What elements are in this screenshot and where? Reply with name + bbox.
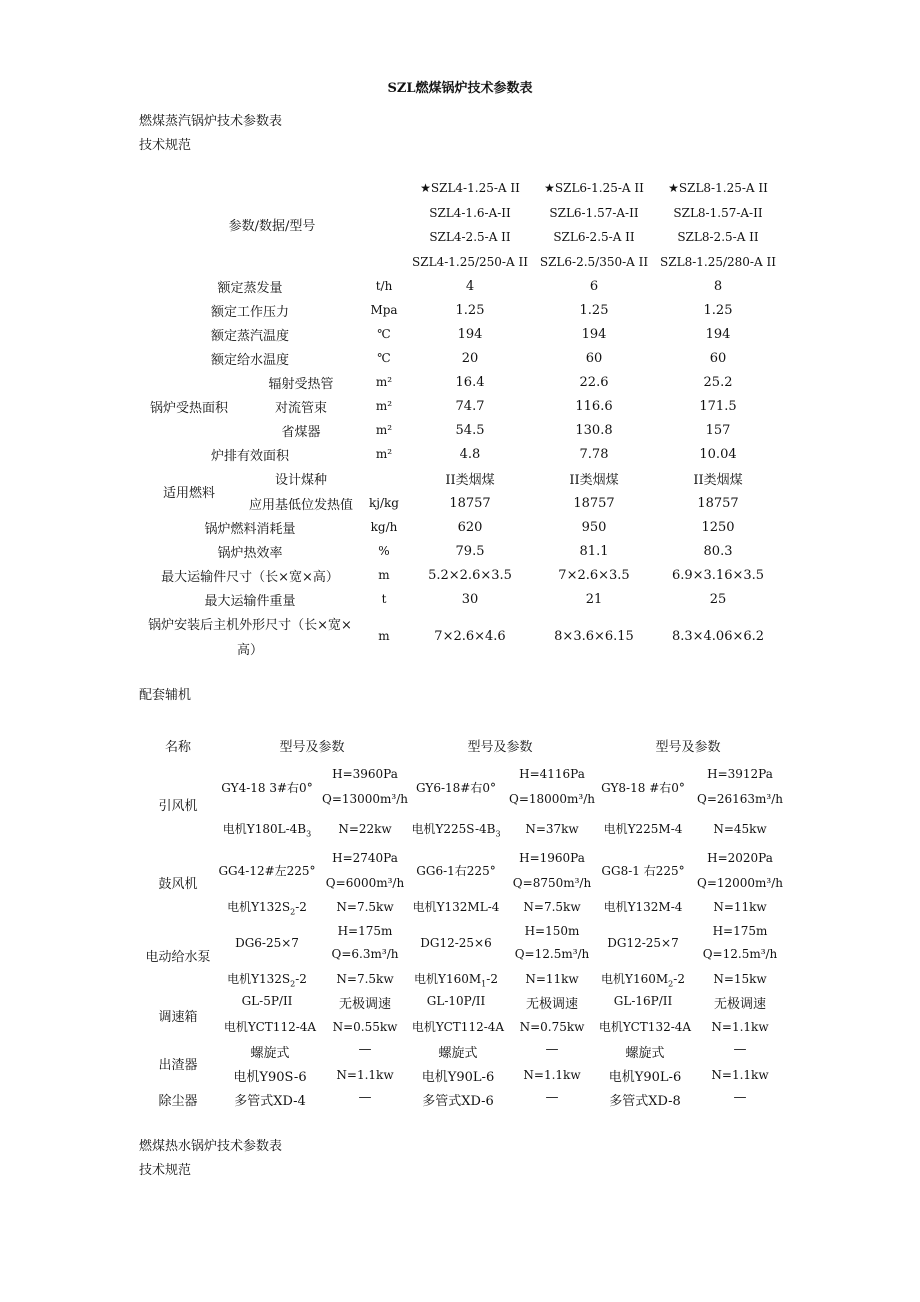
model-1-line-4: SZL4-1.25/250-A II — [412, 255, 528, 269]
param-value: 30 — [461, 592, 479, 607]
aux-param: Q=6000m³/h — [325, 876, 405, 890]
aux-power: N=1.1kw — [523, 1068, 581, 1082]
param-name: 炉排有效面积 — [210, 449, 290, 464]
param-value: 5.2×2.6×3.5 — [428, 568, 512, 583]
param-value: 81.1 — [579, 544, 609, 559]
model-3-line-3: SZL8-2.5-A II — [677, 230, 759, 244]
aux-motor: 电机Y225M-4 — [603, 822, 683, 836]
aux-label-gearbox: 调速箱 — [158, 1010, 198, 1025]
aux-param: H=175m — [712, 924, 768, 938]
aux-param: H=2020Pa — [707, 851, 773, 865]
param-value: 25 — [709, 592, 727, 607]
param-name-cont: 高） — [236, 643, 264, 658]
aux-motor: 电机$Y132S_2-2$ — [227, 900, 307, 917]
aux-motor: 电机Y132M-4 — [603, 900, 683, 914]
param-unit: kj/kg — [369, 496, 399, 510]
aux-param: Q=12000m³/h — [696, 876, 784, 890]
aux-header-spec: 型号及参数 — [655, 740, 721, 755]
model-2-line-4: SZL6-2.5/350-A II — [539, 255, 649, 269]
aux-param: Q=8750m³/h — [512, 876, 592, 890]
aux-motor: 电机Y90S-6 — [233, 1070, 307, 1085]
aux-header-name: 名称 — [164, 740, 192, 755]
aux-motor: 电机YCT132-4A — [598, 1020, 692, 1034]
aux-motor: 电机$Y160M_2-2$ — [601, 972, 685, 989]
aux-power: N=7.5kw — [336, 972, 394, 986]
aux-power: N=11kw — [713, 900, 767, 914]
param-value: 6 — [589, 279, 599, 294]
aux-param: — — [358, 1090, 372, 1105]
param-unit: ℃ — [377, 351, 391, 365]
model-1-line-2: SZL4-1.6-A-II — [429, 206, 511, 220]
param-value: 130.8 — [575, 423, 613, 438]
param-name: 省煤器 — [281, 425, 321, 440]
param-name: 应用基低位发热值 — [248, 498, 354, 513]
param-header: 参数/数据/型号 — [228, 219, 316, 234]
aux-motor: 电机$Y180L-4B_3$ — [222, 822, 312, 839]
param-name: 锅炉安装后主机外形尺寸（长×宽× — [148, 618, 352, 633]
spec-heading-2: 技术规范 — [139, 1163, 192, 1178]
param-value: 4 — [465, 279, 475, 294]
param-value: 1.25 — [455, 303, 485, 318]
aux-power: N=1.1kw — [336, 1068, 394, 1082]
aux-param: 无极调速 — [525, 997, 579, 1012]
aux-header-spec: 型号及参数 — [279, 740, 345, 755]
aux-model: GY4-18 3#右0° — [221, 781, 313, 795]
aux-power: N=45kw — [713, 822, 767, 836]
param-unit: m² — [375, 447, 393, 461]
param-name: 额定给水温度 — [210, 353, 290, 368]
model-2-line-2: SZL6-1.57-A-II — [549, 206, 639, 220]
aux-param: Q=13000m³/h — [321, 792, 409, 806]
aux-power: N=0.55kw — [332, 1020, 398, 1034]
aux-label-slag: 出渣器 — [158, 1058, 198, 1073]
aux-motor: 电机Y132ML-4 — [412, 900, 500, 914]
aux-power: N=7.5kw — [523, 900, 581, 914]
aux-param: H=3960Pa — [332, 767, 398, 781]
aux-param: H=1960Pa — [519, 851, 585, 865]
param-name: 额定工作压力 — [210, 305, 290, 320]
param-value: 74.7 — [455, 399, 485, 414]
steam-section-title: 燃煤蒸汽锅炉技术参数表 — [139, 114, 283, 129]
aux-param: H=3912Pa — [707, 767, 773, 781]
param-unit: kg/h — [370, 520, 398, 534]
param-name: 额定蒸汽温度 — [210, 329, 290, 344]
param-value: 79.5 — [455, 544, 485, 559]
param-name: 辐射受热管 — [268, 377, 334, 392]
param-value: 194 — [705, 327, 731, 342]
aux-label-fan: 引风机 — [158, 799, 198, 814]
aux-power: N=0.75kw — [519, 1020, 585, 1034]
model-3-line-1: ★SZL8-1.25-A II — [668, 181, 768, 195]
aux-param: Q=18000m³/h — [508, 792, 596, 806]
param-value: 18757 — [573, 496, 615, 511]
aux-power: N=37kw — [525, 822, 579, 836]
param-name: 最大运输件尺寸（长×宽×高） — [161, 570, 339, 585]
aux-power: N=7.5kw — [336, 900, 394, 914]
aux-param: — — [545, 1090, 559, 1105]
param-unit: m² — [375, 375, 393, 389]
model-2-line-1: ★SZL6-1.25-A II — [544, 181, 644, 195]
aux-model: GY6-18#右0° — [416, 781, 496, 795]
aux-model: DG6-25×7 — [235, 936, 299, 950]
aux-model: 多管式XD-4 — [234, 1094, 306, 1109]
param-value: II类烟煤 — [693, 473, 743, 488]
param-value: 60 — [585, 351, 603, 366]
aux-model: GL-5P/II — [241, 994, 293, 1008]
aux-model: GG4-12#左225° — [218, 864, 316, 878]
model-3-line-4: SZL8-1.25/280-A II — [660, 255, 776, 269]
aux-power: N=1.1kw — [711, 1068, 769, 1082]
param-value: II类烟煤 — [569, 473, 619, 488]
aux-model: DG12-25×7 — [607, 936, 679, 950]
param-value: 950 — [581, 520, 607, 535]
param-value: 60 — [709, 351, 727, 366]
aux-param: Q=26163m³/h — [696, 792, 784, 806]
param-value: 1250 — [701, 520, 735, 535]
param-name: 对流管束 — [274, 401, 328, 416]
aux-label-dust: 除尘器 — [158, 1094, 198, 1109]
aux-model: 螺旋式 — [250, 1046, 290, 1061]
param-value: 116.6 — [575, 399, 613, 414]
param-value: 80.3 — [703, 544, 733, 559]
aux-model: 螺旋式 — [625, 1046, 665, 1061]
aux-model: GG6-1右225° — [416, 864, 496, 878]
hotwater-section-title: 燃煤热水锅炉技术参数表 — [139, 1139, 283, 1154]
group-fuel: 适用燃料 — [162, 486, 216, 501]
aux-param: — — [545, 1042, 559, 1057]
aux-param: — — [733, 1042, 747, 1057]
aux-model: GL-10P/II — [426, 994, 486, 1008]
param-value: 620 — [457, 520, 483, 535]
aux-motor: 电机YCT112-4A — [223, 1020, 317, 1034]
aux-param: Q=6.3m³/h — [331, 947, 399, 961]
param-value: 10.04 — [699, 447, 737, 462]
group-heating-area: 锅炉受热面积 — [149, 401, 229, 416]
aux-param: 无极调速 — [713, 997, 767, 1012]
model-1-line-1: ★SZL4-1.25-A II — [420, 181, 520, 195]
param-unit: m² — [375, 423, 393, 437]
aux-param: — — [733, 1090, 747, 1105]
aux-motor: 电机$Y160M_1-2$ — [414, 972, 498, 989]
param-value: 54.5 — [455, 423, 485, 438]
aux-model: 多管式XD-6 — [422, 1094, 494, 1109]
param-value: 21 — [585, 592, 603, 607]
param-value: 194 — [581, 327, 607, 342]
aux-param: H=2740Pa — [332, 851, 398, 865]
model-3-line-2: SZL8-1.57-A-II — [673, 206, 763, 220]
aux-label-pump: 电动给水泵 — [145, 950, 211, 965]
aux-motor: 电机$Y225S-4B_3$ — [411, 822, 501, 839]
param-value: 18757 — [449, 496, 491, 511]
aux-power: N=15kw — [713, 972, 767, 986]
aux-param: — — [358, 1042, 372, 1057]
aux-heading: 配套辅机 — [139, 688, 192, 703]
param-value: 7×2.6×4.6 — [434, 629, 506, 644]
param-unit: m — [378, 629, 390, 643]
param-name: 额定蒸发量 — [217, 281, 283, 296]
param-value: II类烟煤 — [445, 473, 495, 488]
param-value: 25.2 — [703, 375, 733, 390]
aux-label-blower: 鼓风机 — [158, 877, 198, 892]
param-unit: t — [381, 592, 387, 606]
param-unit: Mpa — [370, 303, 398, 317]
param-value: 16.4 — [455, 375, 485, 390]
model-2-line-3: SZL6-2.5-A II — [553, 230, 635, 244]
aux-param: H=175m — [337, 924, 393, 938]
aux-model: GG8-1 右225° — [601, 864, 685, 878]
aux-model: 多管式XD-8 — [609, 1094, 681, 1109]
aux-param: H=150m — [524, 924, 580, 938]
param-value: 6.9×3.16×3.5 — [671, 568, 765, 583]
aux-param: Q=12.5m³/h — [702, 947, 778, 961]
param-value: 8 — [713, 279, 723, 294]
param-value: 7.78 — [579, 447, 609, 462]
aux-param: 无极调速 — [338, 997, 392, 1012]
param-unit: t/h — [375, 279, 393, 293]
aux-model: GL-16P/II — [613, 994, 673, 1008]
aux-header-spec: 型号及参数 — [467, 740, 533, 755]
aux-power: N=1.1kw — [711, 1020, 769, 1034]
param-unit: m² — [375, 399, 393, 413]
param-name: 最大运输件重量 — [204, 594, 296, 609]
aux-param: Q=12.5m³/h — [514, 947, 590, 961]
param-value: 7×2.6×3.5 — [558, 568, 630, 583]
spec-heading: 技术规范 — [139, 138, 192, 153]
model-1-line-3: SZL4-2.5-A II — [429, 230, 511, 244]
aux-motor: 电机Y90L-6 — [608, 1070, 682, 1085]
param-name: 锅炉热效率 — [217, 546, 283, 561]
param-value: 8.3×4.06×6.2 — [671, 629, 765, 644]
param-name: 锅炉燃料消耗量 — [204, 522, 296, 537]
param-value: 1.25 — [703, 303, 733, 318]
aux-power: N=22kw — [338, 822, 392, 836]
param-value: 171.5 — [699, 399, 737, 414]
param-value: 157 — [705, 423, 731, 438]
param-value: 8×3.6×6.15 — [554, 629, 634, 644]
document-title: SZL燃煤锅炉技术参数表 — [387, 81, 533, 96]
param-unit: m — [378, 568, 390, 582]
param-unit: % — [378, 544, 390, 558]
aux-motor: 电机$Y132S_2-2$ — [227, 972, 307, 989]
param-value: 22.6 — [579, 375, 609, 390]
aux-param: H=4116Pa — [519, 767, 585, 781]
param-value: 194 — [457, 327, 483, 342]
aux-motor: 电机Y90L-6 — [421, 1070, 495, 1085]
aux-model: GY8-18 #右0° — [601, 781, 685, 795]
param-value: 4.8 — [459, 447, 481, 462]
param-name: 设计煤种 — [274, 473, 328, 488]
param-value: 20 — [461, 351, 479, 366]
param-value: 18757 — [697, 496, 739, 511]
aux-motor: 电机YCT112-4A — [411, 1020, 505, 1034]
aux-model: 螺旋式 — [438, 1046, 478, 1061]
aux-model: DG12-25×6 — [420, 936, 492, 950]
param-value: 1.25 — [579, 303, 609, 318]
param-unit: ℃ — [377, 327, 391, 341]
aux-power: N=11kw — [525, 972, 579, 986]
